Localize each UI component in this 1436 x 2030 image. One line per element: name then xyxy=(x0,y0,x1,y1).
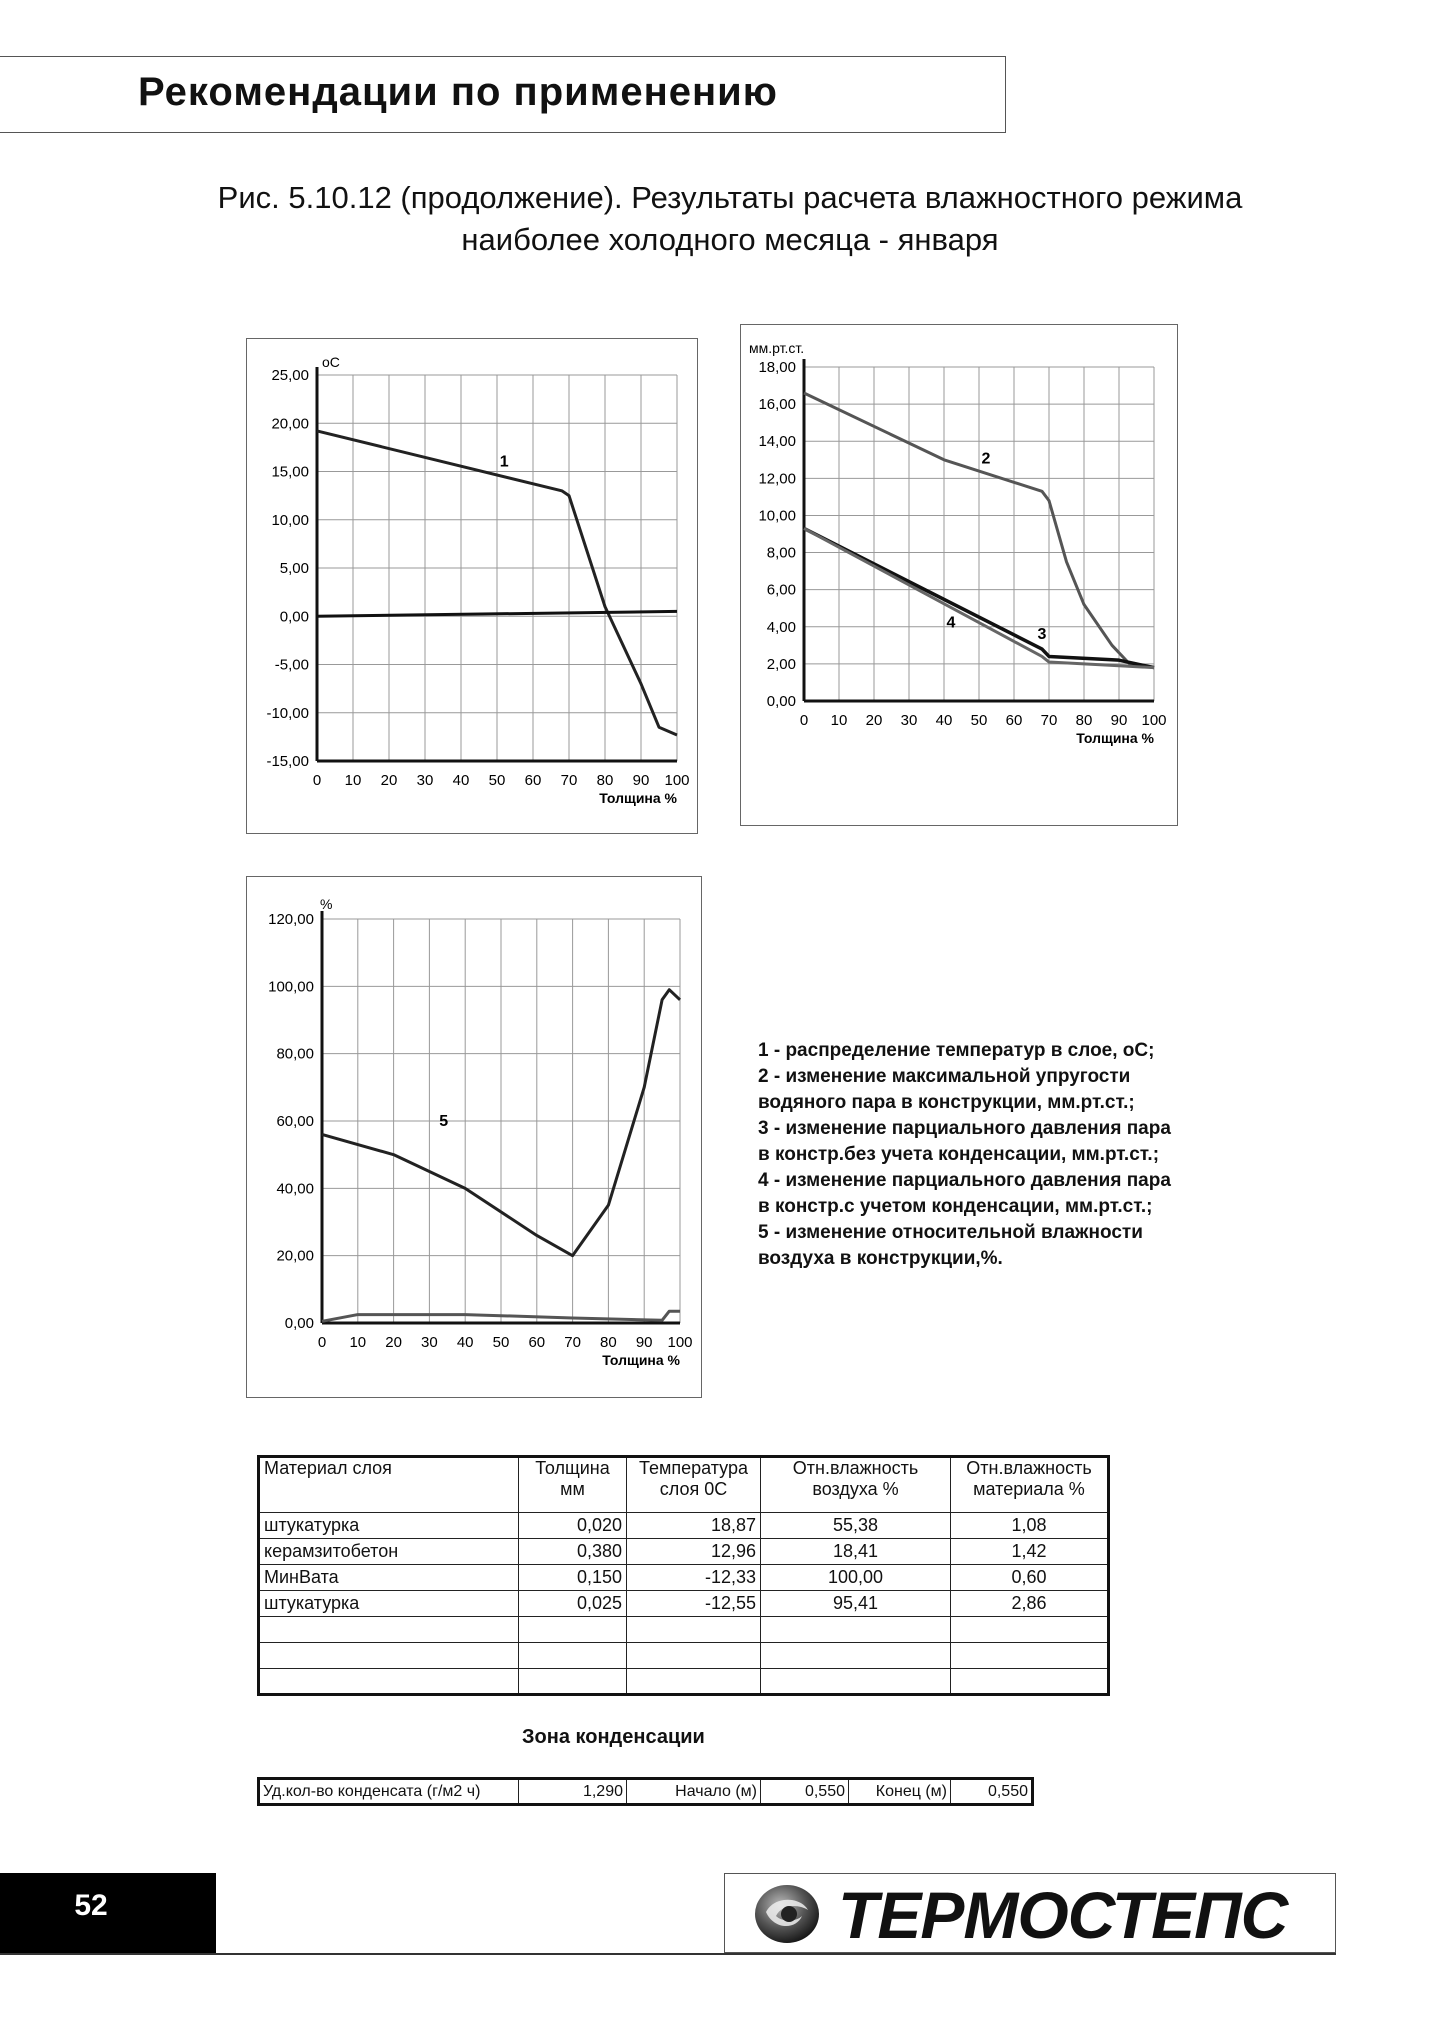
cell-material: штукатурка xyxy=(259,1513,519,1539)
series-label: 5 xyxy=(439,1113,449,1131)
legend-line: 4 - изменение парциального давления пара xyxy=(758,1170,1171,1191)
y-tick-label: -15,00 xyxy=(266,753,309,770)
cell-air-humidity: 55,38 xyxy=(761,1513,951,1539)
series-label: 1 xyxy=(499,453,509,471)
series-label: 4 xyxy=(946,614,956,632)
legend-line: в констр.с учетом конденсации, мм.рт.ст.; xyxy=(758,1196,1153,1217)
table-row xyxy=(259,1539,1109,1565)
y-tick-label: 5,00 xyxy=(279,560,309,577)
x-tick-label: 50 xyxy=(488,772,506,789)
legend-line: 3 - изменение парциального давления пара xyxy=(758,1118,1171,1139)
cell-air-humidity: 100,00 xyxy=(761,1565,951,1591)
cell-thickness: 0,380 xyxy=(519,1539,627,1565)
y-tick-label: -5,00 xyxy=(274,656,309,674)
y-axis-unit-label: мм.рт.ст. xyxy=(749,340,805,356)
x-tick-label: 70 xyxy=(560,772,578,789)
y-tick-label: 100,00 xyxy=(268,978,314,996)
chart-temperature xyxy=(246,338,698,834)
cell-material-humidity: 1,42 xyxy=(951,1539,1109,1565)
cell-air-humidity: 95,41 xyxy=(761,1591,951,1617)
y-tick-label: 20,00 xyxy=(271,415,309,433)
legend-line: в констр.без учета конденсации, мм.рт.ст.; xyxy=(758,1144,1160,1165)
x-tick-label: 10 xyxy=(344,772,362,789)
condensation-end-value: 0,550 xyxy=(951,1779,1033,1805)
x-tick-label: 70 xyxy=(1040,712,1058,729)
x-tick-label: 80 xyxy=(1075,712,1093,729)
legend-line: 1 - распределение температур в слое, оС; xyxy=(758,1040,1155,1061)
x-tick-label: 30 xyxy=(900,712,918,729)
x-tick-label: 90 xyxy=(1110,712,1128,729)
y-tick-label: 2,00 xyxy=(766,655,796,673)
y-tick-label: 15,00 xyxy=(271,463,309,481)
condensation-amount-label: Уд.кол-во конденсата (г/м2 ч) xyxy=(259,1779,519,1805)
x-tick-label: 90 xyxy=(632,772,650,789)
y-axis-unit-label: оС xyxy=(322,354,340,370)
y-tick-label: 8,00 xyxy=(766,544,796,562)
x-tick-label: 10 xyxy=(830,712,848,729)
col-header-air-humidity: Отн.влажность воздуха % xyxy=(761,1457,951,1513)
condensation-start-label: Начало (м) xyxy=(627,1779,761,1805)
cell-temperature: 12,96 xyxy=(627,1539,761,1565)
brand-logo-icon xyxy=(752,1882,822,1946)
table-row-empty xyxy=(259,1643,1109,1669)
legend-line: 2 - изменение максимальной упругости xyxy=(758,1066,1131,1087)
table-row xyxy=(259,1591,1109,1617)
y-tick-label: 80,00 xyxy=(276,1045,314,1063)
legend-line: водяного пара в конструкции, мм.рт.ст.; xyxy=(758,1092,1135,1113)
legend-line: 5 - изменение относительной влажности xyxy=(758,1222,1143,1243)
cell-temperature: -12,55 xyxy=(627,1591,761,1617)
page-number: 52 xyxy=(74,1889,108,1922)
page-header-title: Рекомендации по применению xyxy=(138,70,778,114)
y-tick-label: 0,00 xyxy=(279,608,309,626)
x-tick-label: 40 xyxy=(456,1334,474,1351)
brand-logo-text: ТЕРМОСТЕПС xyxy=(838,1878,1288,1952)
y-tick-label: 10,00 xyxy=(758,507,796,525)
x-tick-label: 50 xyxy=(970,712,988,729)
x-tick-label: 0 xyxy=(317,1334,327,1351)
cell-material-humidity: 2,86 xyxy=(951,1591,1109,1617)
x-tick-label: 30 xyxy=(421,1334,438,1351)
x-tick-label: 80 xyxy=(596,772,614,789)
x-axis-label: Толщина % xyxy=(599,790,677,806)
x-axis-label: Толщина % xyxy=(1076,730,1154,746)
table-row xyxy=(259,1565,1109,1591)
y-tick-label: 40,00 xyxy=(276,1180,314,1198)
x-tick-label: 0 xyxy=(799,712,809,729)
table-header-row xyxy=(259,1457,1109,1513)
cell-thickness: 0,025 xyxy=(519,1591,627,1617)
col-header-material-humidity: Отн.влажность материала % xyxy=(951,1457,1109,1513)
x-tick-label: 20 xyxy=(385,1334,402,1351)
cell-temperature: -12,33 xyxy=(627,1565,761,1591)
table-row-empty xyxy=(259,1669,1109,1695)
col-header-temperature: Температура слоя 0С xyxy=(627,1457,761,1513)
x-tick-label: 80 xyxy=(600,1334,617,1351)
x-tick-label: 100 xyxy=(664,772,690,789)
x-tick-label: 60 xyxy=(528,1334,546,1351)
chart-legend xyxy=(758,1038,1171,1272)
x-tick-label: 100 xyxy=(667,1334,693,1351)
condensation-start-value: 0,550 xyxy=(761,1779,849,1805)
y-tick-label: 4,00 xyxy=(766,618,796,636)
x-tick-label: 100 xyxy=(1141,712,1167,729)
series-label: 2 xyxy=(981,450,991,468)
x-tick-label: 70 xyxy=(564,1334,581,1351)
x-tick-label: 20 xyxy=(380,772,398,789)
x-axis-label: Толщина % xyxy=(602,1352,680,1368)
series-label: 3 xyxy=(1037,626,1047,644)
chart-vapor-pressure xyxy=(740,324,1178,826)
col-header-thickness: Толщина мм xyxy=(519,1457,627,1513)
chart-relative-humidity-svg xyxy=(247,877,703,1399)
condensation-end-label: Конец (м) xyxy=(849,1779,951,1805)
y-tick-label: 14,00 xyxy=(758,433,796,451)
y-tick-label: 16,00 xyxy=(758,396,796,414)
y-axis-unit-label: % xyxy=(320,896,333,912)
y-tick-label: -10,00 xyxy=(266,704,309,722)
condensation-zone-title: Зона конденсации xyxy=(522,1726,705,1748)
y-tick-label: 0,00 xyxy=(766,693,796,710)
y-tick-label: 25,00 xyxy=(271,367,309,384)
figure-caption-line1: Рис. 5.10.12 (продолжение). Результаты расчета влажностного режима xyxy=(217,180,1243,215)
y-tick-label: 10,00 xyxy=(271,511,309,529)
y-tick-label: 18,00 xyxy=(758,359,796,376)
cell-material: МинВата xyxy=(259,1565,519,1591)
figure-caption-line2: наиболее холодного месяца - января xyxy=(461,222,999,257)
y-tick-label: 6,00 xyxy=(766,581,796,599)
table-row-empty xyxy=(259,1617,1109,1643)
y-tick-label: 20,00 xyxy=(276,1247,314,1265)
y-tick-label: 120,00 xyxy=(268,911,314,928)
layer-table xyxy=(257,1455,1110,1696)
x-tick-label: 10 xyxy=(349,1334,367,1351)
x-tick-label: 50 xyxy=(492,1334,510,1351)
x-tick-label: 0 xyxy=(312,772,322,789)
legend-line: воздуха в конструкции,%. xyxy=(758,1248,1003,1269)
condensation-amount-value: 1,290 xyxy=(519,1779,627,1805)
y-tick-label: 0,00 xyxy=(284,1315,314,1332)
condensation-table xyxy=(257,1777,1034,1806)
x-tick-label: 60 xyxy=(524,772,542,789)
x-tick-label: 90 xyxy=(635,1334,653,1351)
x-tick-label: 30 xyxy=(416,772,434,789)
cell-thickness: 0,020 xyxy=(519,1513,627,1539)
x-tick-label: 40 xyxy=(935,712,953,729)
condensation-row xyxy=(259,1779,1033,1805)
col-header-material: Материал слоя xyxy=(259,1457,519,1513)
x-tick-label: 20 xyxy=(865,712,883,729)
cell-material-humidity: 0,60 xyxy=(951,1565,1109,1591)
chart-vapor-pressure-svg xyxy=(741,325,1179,827)
footer-rule xyxy=(0,1953,1336,1955)
cell-thickness: 0,150 xyxy=(519,1565,627,1591)
cell-material: керамзитобетон xyxy=(259,1539,519,1565)
chart-temperature-svg xyxy=(247,339,699,835)
cell-temperature: 18,87 xyxy=(627,1513,761,1539)
x-tick-label: 40 xyxy=(452,772,470,789)
cell-material-humidity: 1,08 xyxy=(951,1513,1109,1539)
y-tick-label: 60,00 xyxy=(276,1113,314,1130)
cell-material: штукатурка xyxy=(259,1591,519,1617)
cell-air-humidity: 18,41 xyxy=(761,1539,951,1565)
chart-relative-humidity xyxy=(246,876,702,1398)
y-tick-label: 12,00 xyxy=(758,470,796,488)
x-tick-label: 60 xyxy=(1005,712,1023,729)
table-row xyxy=(259,1513,1109,1539)
